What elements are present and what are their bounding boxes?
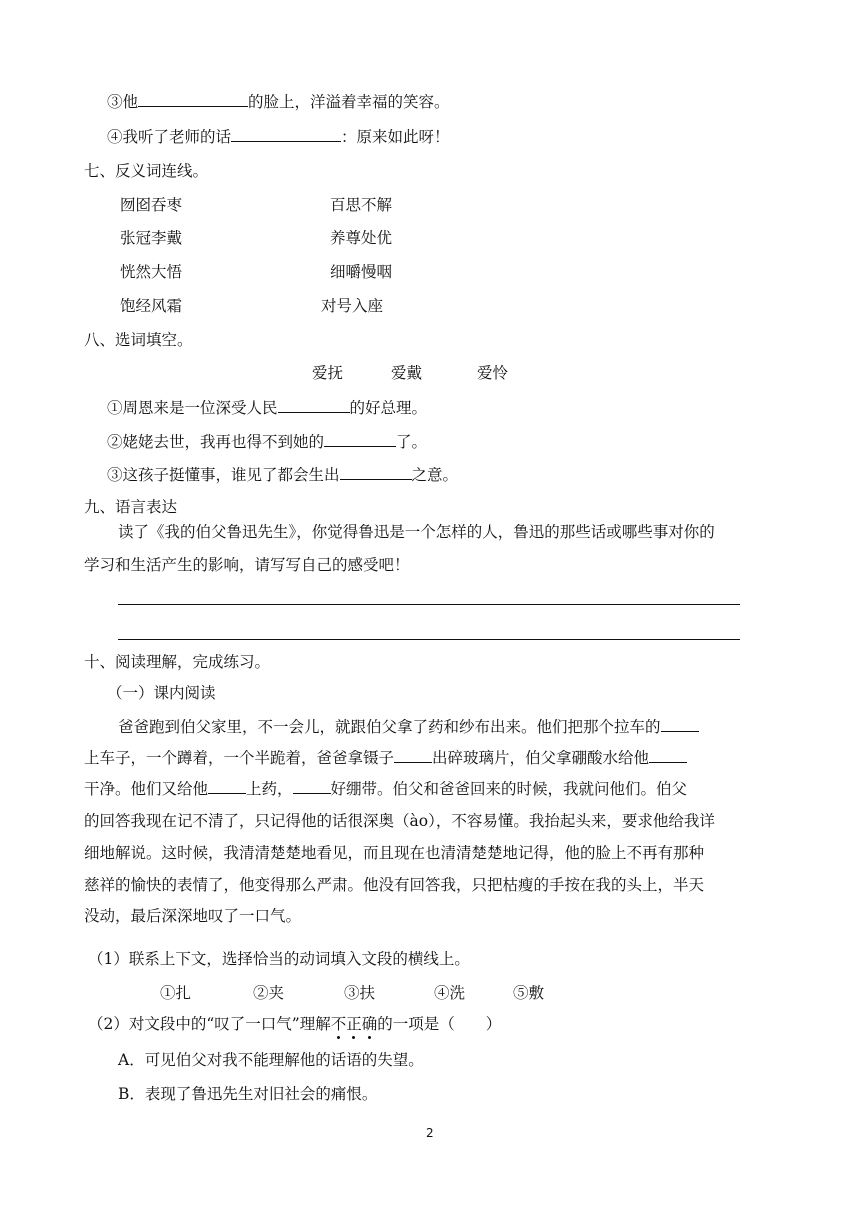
passage-line: 没动，最后深深地叹了一口气。 [84,907,302,925]
writing-line[interactable] [118,604,740,605]
answer-blank[interactable] [661,717,699,732]
verb-option: ②夹 [253,984,285,1002]
word-choice: 爱抚 [312,364,344,382]
answer-blank[interactable] [340,465,412,480]
passage-line: 干净。他们又给他 上药， 好绷带。伯父和爸爸回来的时候，我就问他们。伯父 [84,780,688,798]
answer-blank[interactable] [138,92,248,107]
answer-blank[interactable] [649,748,687,763]
passage-line: 的回答我现在记不清了，只记得他的话很深奥（ào），不容易懂。我抬起头来，要求他给我详 [84,812,715,830]
idiom-left[interactable]: 囫囵吞枣 [120,196,183,214]
idiom-left[interactable]: 饱经风霜 [120,297,183,315]
emphasis-char: 确 [361,1015,378,1033]
answer-blank[interactable] [278,398,350,413]
answer-blank[interactable] [293,779,331,794]
answer-blank[interactable] [324,432,396,447]
idiom-right[interactable]: 细嚼慢咽 [330,263,393,281]
verb-option: ⑤敷 [513,984,545,1002]
prompt-line: 读了《我的伯父鲁迅先生》，你觉得鲁迅是一个怎样的人，鲁迅的那些话或哪些事对你的 [118,523,715,541]
answer-blank[interactable] [208,779,246,794]
verb-option: ④洗 [434,984,466,1002]
passage-line: 上车子，一个蹲着，一个半跪着，爸爸拿镊子 出碎玻璃片，伯父拿硼酸水给他 [84,748,687,768]
word-choice: 爱戴 [391,364,423,382]
passage-line: 细地解说。这时候，我清清楚楚地看见，而且现在也清清楚楚地记得，他的脸上不再有那种 [84,844,705,862]
idiom-left[interactable]: 恍然大悟 [120,263,183,281]
passage-line: 慈祥的愉快的表情了，他变得那么严肃。他没有回答我，只把枯瘦的手按在我的头上，半天 [84,876,705,894]
answer-blank[interactable] [231,127,341,142]
option-a[interactable]: A．可见伯父对我不能理解他的话语的失望。 [118,1051,424,1069]
fill-item-8-2: ②姥姥去世，我再也得不到她的 了。 [107,433,428,451]
option-b[interactable]: B．表现了鲁迅先生对旧社会的痛恨。 [118,1085,378,1103]
fill-item-8-3: ③这孩子挺懂事，谁见了都会生出 之意。 [107,466,459,484]
emphasis-char: 不 [330,1015,347,1033]
fill-item-6-3: ③他 的脸上，洋溢着幸福的笑容。 [107,93,450,111]
word-choice: 爱怜 [477,364,509,382]
emphasis-char: 正 [346,1015,362,1033]
idiom-right[interactable]: 对号入座 [321,297,384,315]
page-number: 2 [426,1126,434,1140]
passage-line: 爸爸跑到伯父家里，不一会儿，就跟伯父拿了药和纱布出来。他们把那个拉车的 [118,717,699,737]
idiom-right[interactable]: 百思不解 [330,196,393,214]
idiom-left[interactable]: 张冠李戴 [120,229,183,247]
section-10-heading: 十、阅读理解，完成练习。 [84,653,271,671]
section-9-heading: 九、语言表达 [84,498,178,516]
fill-item-6-4: ④我听了老师的话 ：原来如此呀！ [107,128,450,146]
question-2: （2）对文段中的“叹了一口气”理解不正确的一项是（ ） [88,1015,502,1033]
verb-option: ①扎 [160,984,192,1002]
verb-option: ③扶 [344,984,376,1002]
writing-line[interactable] [118,639,740,640]
section-8-heading: 八、选词填空。 [84,331,193,349]
prompt-line: 学习和生活产生的影响，请写写自己的感受吧！ [84,556,410,574]
answer-blank[interactable] [394,748,432,763]
section-7-heading: 七、反义词连线。 [84,162,209,180]
question-1: （1）联系上下文，选择恰当的动词填入文段的横线上。 [88,950,470,968]
subsection-title: （一）课内阅读 [107,684,216,702]
fill-item-8-1: ①周恩来是一位深受人民 的好总理。 [107,399,428,417]
idiom-right[interactable]: 养尊处优 [330,229,393,247]
